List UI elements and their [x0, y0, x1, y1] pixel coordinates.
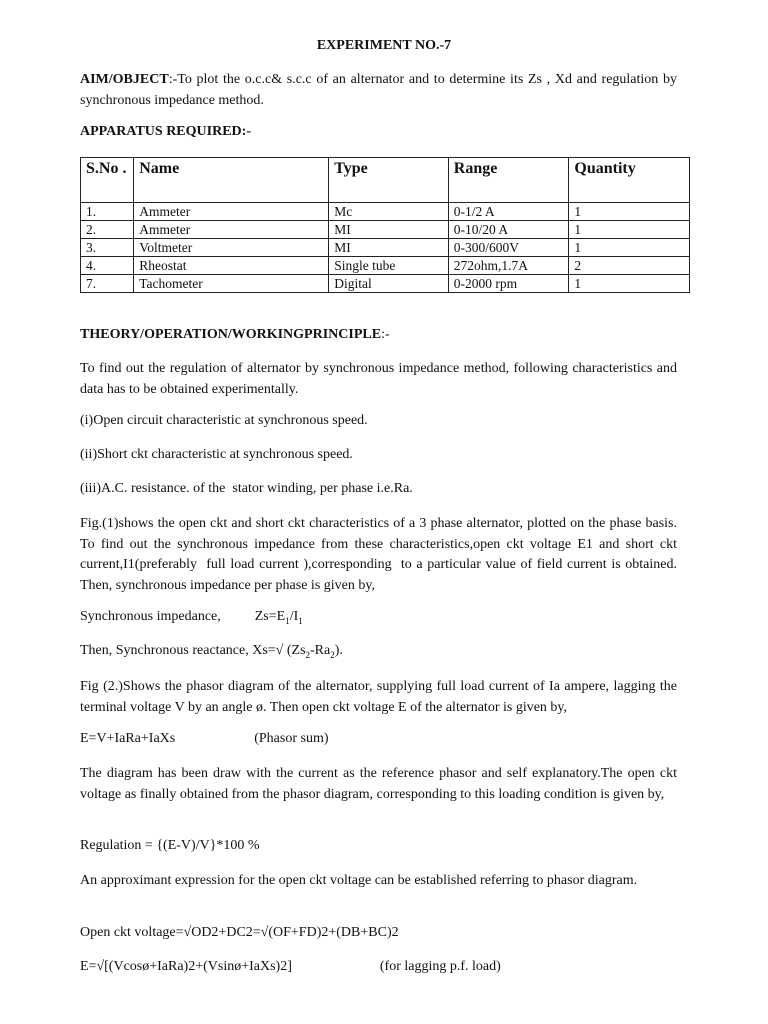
cell-type: MI [329, 221, 449, 239]
cell-sno: 1. [81, 203, 134, 221]
zs-formula-part: /I [289, 609, 299, 624]
cell-quantity: 1 [569, 275, 690, 293]
phasor-equation [80, 731, 329, 747]
header-range: Range [448, 158, 569, 203]
cell-sno: 4. [81, 257, 134, 275]
theory-heading-text: THEORY/OPERATION/WORKINGPRINCIPLE [80, 327, 382, 342]
cell-quantity: 1 [569, 221, 690, 239]
zs-subscript: 1 [298, 615, 303, 626]
table-row [81, 239, 690, 257]
zs-formula [255, 609, 303, 624]
cell-sno: 7. [81, 275, 134, 293]
phasor-note: (Phasor sum) [254, 731, 329, 746]
cell-quantity: 1 [569, 203, 690, 221]
cell-type: MI [329, 239, 449, 257]
table-row [81, 275, 690, 293]
xs-equation [80, 643, 343, 660]
zs-subscript: 1 [285, 615, 290, 626]
theory-heading-suffix: :- [381, 327, 390, 342]
zs-label: Synchronous impedance, [80, 609, 221, 624]
regulation-equation: Regulation = {(E-V)/V}*100 % [80, 838, 260, 853]
cell-range: 0-300/600V [448, 239, 569, 257]
cell-range: 272ohm,1.7A [448, 257, 569, 275]
theory-paragraph-1: To find out the regulation of alternator by synchronous impedance method, following characteristics and data has to be obtained experimentally. [80, 361, 677, 397]
cell-quantity: 2 [569, 257, 690, 275]
cell-name: Voltmeter [134, 239, 329, 257]
apparatus-heading: APPARATUS REQUIRED:- [80, 124, 251, 139]
theory-paragraph-2: Fig.(1)shows the open ckt and short ckt characteristics of a 3 phase alternator, plotted on the phase basis. To find out the synchronous impedance from these characteristics,open ckt voltage E1 and short ckt current,I1(preferably full load current ),corresponding to a particular value of field current is obtained. Then, synchronous impedance per phase is given by, [80, 516, 681, 593]
apparatus-table [80, 157, 690, 293]
aim-label: AIM/OBJECT [80, 72, 169, 87]
xs-formula-part: ). [334, 643, 343, 658]
cell-name: Tachometer [134, 275, 329, 293]
header-type: Type [329, 158, 449, 203]
e-equation [80, 959, 501, 975]
cell-range: 0-2000 rpm [448, 275, 569, 293]
theory-paragraph-4: The diagram has been draw with the current as the reference phasor and self explanatory.The open ckt voltage as finally obtained from the phasor diagram, corresponding to this loading condition is given by, [80, 766, 677, 802]
xs-formula-part: Then, Synchronous reactance, Xs=√ (Zs [80, 643, 306, 658]
xs-formula-part: -Ra [310, 643, 331, 658]
cell-name: Rheostat [134, 257, 329, 275]
phasor-formula: E=V+IaRa+IaXs [80, 731, 176, 746]
theory-item-2: (ii)Short ckt characteristic at synchronous speed. [80, 447, 353, 462]
zs-formula-part: Zs=E [254, 609, 286, 624]
aim-paragraph [80, 69, 677, 111]
theory-heading [80, 327, 390, 343]
e-note: (for lagging p.f. load) [379, 959, 501, 974]
cell-quantity: 1 [569, 239, 690, 257]
open-ckt-equation: Open ckt voltage=√OD2+DC2=√(OF+FD)2+(DB+BC)2 [80, 925, 399, 940]
experiment-title: EXPERIMENT NO.-7 [316, 38, 452, 53]
cell-type: Single tube [329, 257, 449, 275]
table-row [81, 221, 690, 239]
theory-item-1: (i)Open circuit characteristic at synchronous speed. [80, 413, 368, 428]
header-name: Name [134, 158, 329, 203]
cell-type: Mc [329, 203, 449, 221]
cell-sno: 2. [81, 221, 134, 239]
cell-name: Ammeter [134, 203, 329, 221]
cell-range: 0-10/20 A [448, 221, 569, 239]
table-row [81, 203, 690, 221]
table-row [81, 257, 690, 275]
table-header-row [81, 158, 690, 203]
cell-type: Digital [329, 275, 449, 293]
xs-subscript: 2 [305, 649, 311, 660]
theory-paragraph-3: Fig (2.)Shows the phasor diagram of the alternator, supplying full load current of Ia ampere, lagging the terminal voltage V by an angle ø. Then open ckt voltage E of the alternator is given by, [80, 679, 677, 715]
theory-item-3: (iii)A.C. resistance. of the stator winding, per phase i.e.Ra. [80, 481, 413, 496]
cell-name: Ammeter [134, 221, 329, 239]
zs-equation [80, 609, 303, 626]
aim-text: :-To plot the o.c.c& s.c.c of an alternator and to determine its Zs , Xd and regulation by synchronous impedance method. [80, 72, 677, 108]
theory-paragraph-5: An approximant expression for the open ckt voltage can be established referring to phasor diagram. [80, 873, 638, 888]
xs-subscript: 2 [330, 649, 335, 660]
e-formula: E=√[(Vcosø+IaRa)2+(Vsinø+IaXs)2] [80, 959, 292, 974]
cell-range: 0-1/2 A [448, 203, 569, 221]
cell-sno: 3. [81, 239, 134, 257]
header-sno: S.No . [81, 158, 134, 203]
header-quantity: Quantity [569, 158, 690, 203]
